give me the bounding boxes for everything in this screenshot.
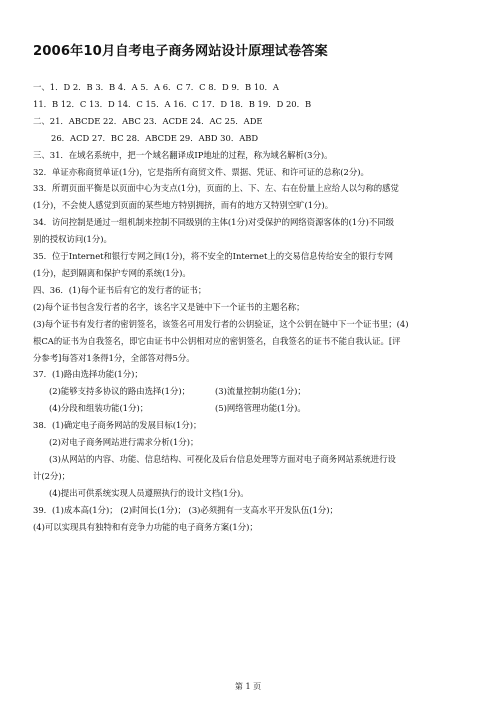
answer-line: 计(2分)； (33, 470, 70, 481)
answer-line: 34．访问控制是通过一组机制来控制不同级别的主体(1分)对受保护的网络资源客体的(1分)不同级 (33, 217, 395, 228)
answer-line: 37．(1)路由选择功能(1分)； (33, 369, 143, 380)
answer-line: 39．(1)成本高(1分)； (2)时间长(1分)； (3)必须拥有一支高水平开发队伍(1分)； (33, 504, 338, 515)
answer-line: 11．B 12．C 13．D 14．C 15．A 16．C 17．D 18．B 19．D 20．B (33, 98, 312, 109)
page-number: 第 1 页 (234, 682, 262, 691)
document-title: 2006年10月自考电子商务网站设计原理试卷答案 (33, 44, 328, 59)
answer-line: 别的授权访问(1分)。 (33, 234, 112, 245)
answer-line (33, 383, 465, 400)
answer-line: 根CA的证书为自我签名，即它由证书中公钥相对应的密钥签名，自我签名的证书不能自我认证。[评 (33, 335, 401, 346)
answer-line (33, 400, 465, 417)
answer-line: 33．所谓页面平衡是以页面中心为支点(1分)，页面的上、下、左、右在份量上应给人以匀称的感觉 (33, 183, 399, 194)
answer-line: 35．位于Internet和银行专网之间(1分)，将不安全的Internet上的交易信息传给安全的银行专网 (33, 251, 394, 262)
answer-line: (1分)，不会使人感觉到页面的某些地方特别拥挤，而有的地方又特别空旷(1分)。 (33, 200, 334, 211)
answer-line: (3)每个证书有发行者的密钥签名，该签名可用发行者的公钥验证，这个公钥在链中下一个证书里；(4) (33, 318, 409, 329)
answer-line: 四、36．(1)每个证书后有它的发行者的证书； (33, 284, 207, 295)
answer-line: (2)每个证书包含发行者的名字，该名字又是链中下一个证书的主题名称； (33, 301, 305, 312)
answer-line: (4)提出可供系统实现人员遵照执行的设计文档(1分)。 (49, 487, 249, 498)
answer-line: (3)从网站的内容、功能、信息结构、可视化及后台信息处理等方面对电子商务网站系统进行设 (49, 453, 396, 464)
answer-line: 分参考]每答对1条得1分，全部答对得5分。 (33, 352, 195, 363)
answer-item: (5)网络管理功能(1分)。 (215, 403, 306, 414)
answer-item: (2)能够支持多协议的路由选择(1分)； (49, 386, 190, 397)
answer-line: 一、1．D 2．B 3．B 4．A 5．A 6．C 7．C 8．D 9．B 10．A (33, 82, 279, 92)
answer-item: (4)分段和组装功能(1分)； (49, 403, 149, 414)
answer-line: 二、21．ABCDE 22．ABC 23．ACDE 24．AC 25．ADE (33, 115, 263, 126)
answer-line: 26．ACD 27．BC 28．ABCDE 29．ABD 30．ABD (51, 132, 259, 143)
answer-item: (3)流量控制功能(1分)； (215, 386, 306, 397)
answer-line: 32．单证亦称商贸单证(1分)，它是指所有商贸文件、票据、凭证、和许可证的总称(2分)。 (33, 166, 369, 177)
answer-line: (1分)，起到隔离和保护专网的系统(1分)。 (33, 267, 191, 278)
answer-line: 38．(1)确定电子商务网站的发展目标(1分)； (33, 420, 202, 431)
answer-content (33, 79, 465, 535)
answer-line: (4)可以实现具有独特和有竞争力功能的电子商务方案(1分)； (33, 521, 258, 532)
answer-line: 三、31．在域名系统中，把一个域名翻译成IP地址的过程，称为域名解析(3分)。 (33, 149, 333, 160)
answer-line: (2)对电子商务网站进行需求分析(1分)； (49, 437, 199, 448)
